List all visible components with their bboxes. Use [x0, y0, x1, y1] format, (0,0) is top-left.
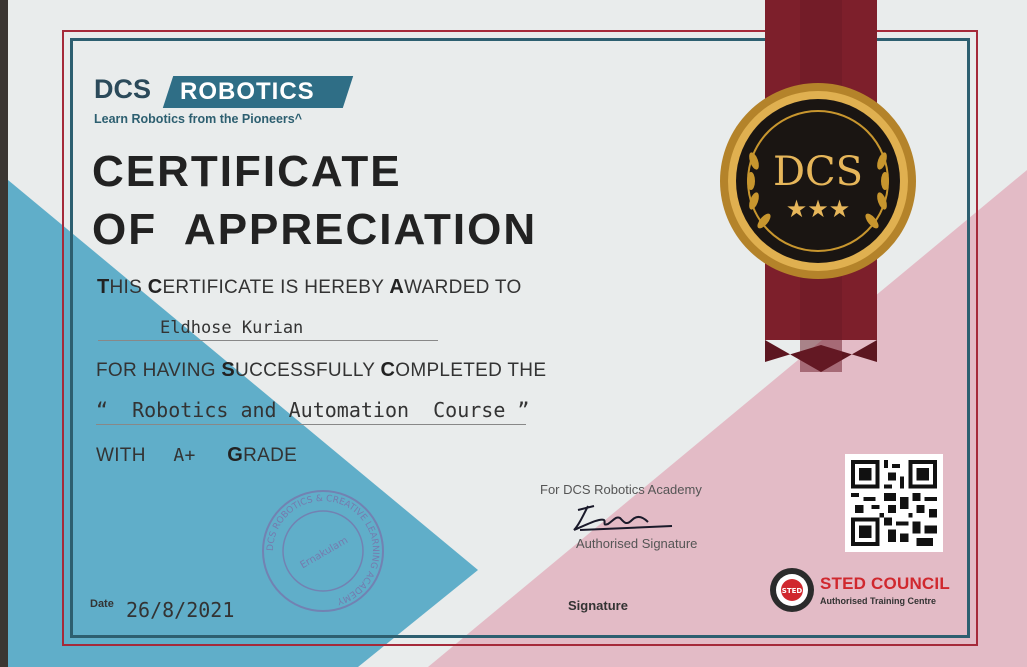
sted-subtitle: Authorised Training Centre	[820, 596, 937, 606]
date-label: Date	[90, 598, 114, 610]
award-text-2: ERTIFICATE IS HEREBY	[162, 277, 390, 298]
sted-gear-icon	[768, 566, 816, 614]
completion-line	[96, 359, 546, 382]
logo-brand-right: ROBOTICS	[180, 78, 315, 105]
stamp-center-text: Ernakulam	[298, 535, 351, 572]
award-cap-1: T	[97, 276, 110, 298]
award-text-1: HIS	[109, 277, 148, 298]
title-line-2: OF APPRECIATION	[92, 205, 538, 254]
sted-council-badge	[768, 566, 948, 616]
academy-stamp	[258, 486, 388, 616]
recipient-name: Eldhose Kurian	[160, 318, 304, 338]
award-cap-2: C	[147, 276, 163, 298]
dcs-robotics-logo	[92, 72, 347, 132]
course-close-quote: ”	[517, 398, 530, 422]
recipient-underline	[98, 340, 438, 341]
award-line	[97, 276, 522, 299]
grade-prefix: WITH	[96, 445, 146, 466]
dcs-gold-seal	[718, 81, 918, 281]
completion-cap-1: S	[221, 359, 236, 381]
logo-tagline: Learn Robotics from the Pioneers^	[94, 112, 303, 126]
handwritten-signature	[568, 496, 678, 536]
completion-text-1: FOR HAVING	[96, 360, 222, 381]
seal-text: DCS	[772, 149, 864, 195]
seal-stars: ★★★	[785, 195, 851, 223]
grade-line	[96, 444, 297, 467]
logo-brand-left: DCS	[94, 74, 152, 104]
stamp-ring-text: DCS ROBOTICS & CREATIVE LEARNING ACADEMY	[265, 493, 381, 606]
course-open-quote: “	[96, 398, 109, 422]
grade-text: RADE	[243, 445, 298, 466]
completion-cap-2: C	[380, 359, 396, 381]
qr-code	[845, 454, 943, 552]
sted-badge-text: STED	[781, 587, 803, 595]
title-line-1: CERTIFICATE	[92, 147, 402, 196]
date-value: 26/8/2021	[126, 598, 235, 622]
signature-label: Signature	[568, 598, 628, 613]
sted-title: STED COUNCIL	[820, 574, 950, 593]
course-name: Robotics and Automation Course	[132, 398, 506, 422]
award-text-3: WARDED TO	[404, 277, 522, 298]
authorised-signature-text: Authorised Signature	[576, 536, 698, 551]
grade-value: A+	[173, 445, 196, 466]
grade-cap: G	[227, 444, 244, 466]
award-cap-3: A	[389, 276, 405, 298]
completion-text-2: UCCESSFULLY	[235, 360, 381, 381]
authority-for-text: For DCS Robotics Academy	[540, 482, 702, 497]
completion-text-3: OMPLETED THE	[395, 360, 547, 381]
course-underline	[96, 424, 526, 425]
course-line	[96, 398, 529, 422]
